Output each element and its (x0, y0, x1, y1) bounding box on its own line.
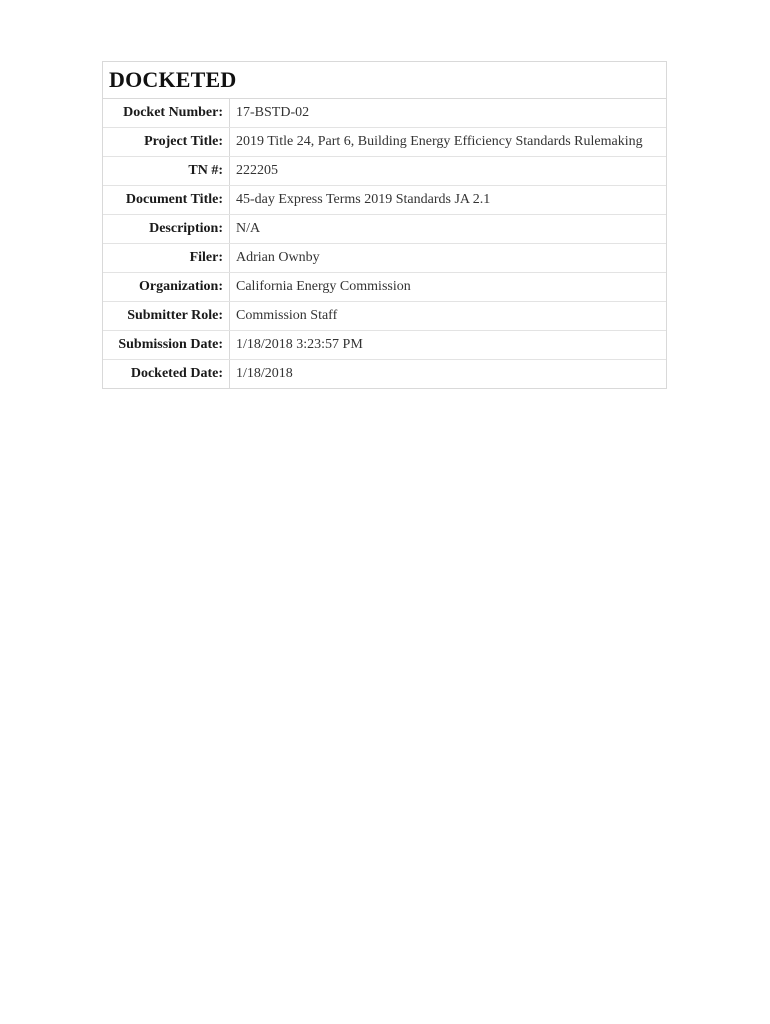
submission-date-value: 1/18/2018 3:23:57 PM (230, 331, 667, 360)
docket-number-row (103, 99, 666, 128)
docket-number-label: Docket Number: (103, 99, 230, 128)
filer-value: Adrian Ownby (230, 244, 667, 273)
submitter-role-value: Commission Staff (230, 302, 667, 331)
docket-info-box (102, 61, 667, 389)
filer-row (103, 244, 666, 273)
tn-number-label: TN #: (103, 157, 230, 186)
organization-value: California Energy Commission (230, 273, 667, 302)
docketed-date-value: 1/18/2018 (236, 366, 293, 381)
description-row (103, 215, 666, 244)
filer-label: Filer: (103, 244, 230, 273)
project-title-label: Project Title: (103, 128, 230, 157)
docketed-heading: DOCKETED (103, 62, 666, 99)
docket-number-value: 17-BSTD-02 (230, 99, 667, 128)
submission-date-label: Submission Date: (103, 331, 230, 360)
tn-number-value: 222205 (230, 157, 667, 186)
organization-row (103, 273, 666, 302)
submitter-role-row (103, 302, 666, 331)
document-title-label: Document Title: (103, 186, 230, 215)
document-title-row (103, 186, 666, 215)
docketed-date-row (103, 360, 666, 389)
docket-details-table (103, 99, 666, 388)
tn-number-row (103, 157, 666, 186)
docketed-date-label: Docketed Date: (103, 360, 230, 389)
submission-date-row (103, 331, 666, 360)
organization-label: Organization: (103, 273, 230, 302)
project-title-row (103, 128, 666, 157)
description-value: N/A (230, 215, 667, 244)
submitter-role-label: Submitter Role: (103, 302, 230, 331)
document-title-value: 45-day Express Terms 2019 Standards JA 2.1 (230, 186, 667, 215)
description-label: Description: (103, 215, 230, 244)
project-title-value: 2019 Title 24, Part 6, Building Energy Efficiency Standards Rulemaking (230, 128, 667, 157)
